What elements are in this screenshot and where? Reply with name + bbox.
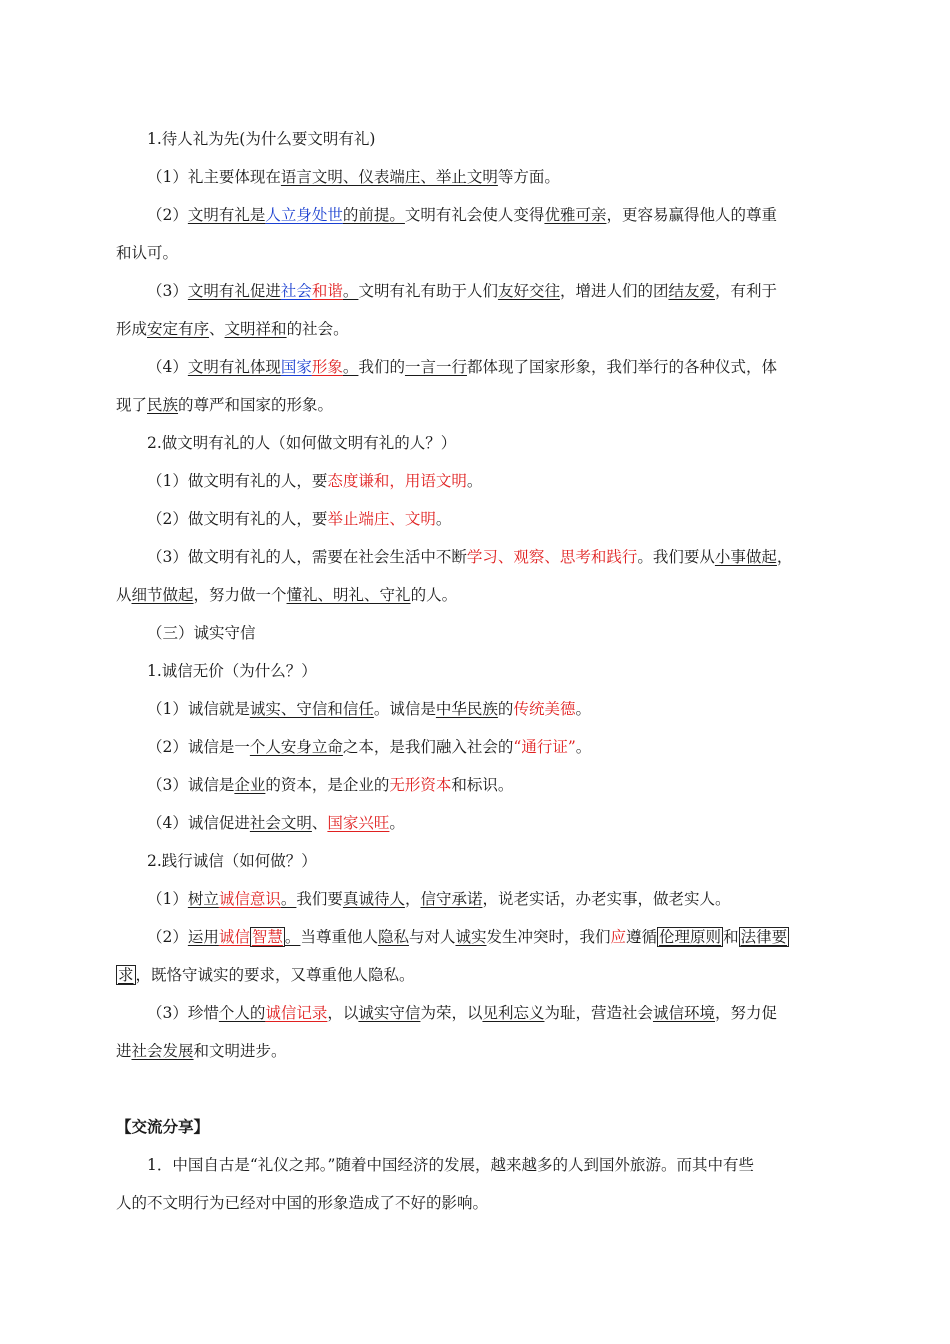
heading-be-courteous: 2.做文明有礼的人（如何做文明有礼的人？） [147,434,457,452]
paragraph-1-2-cont: 和认可。 [116,244,179,262]
paragraph-1-4-cont: 现了民族的尊严和国家的形象。 [116,396,334,414]
paragraph-1-3-cont: 形成安定有序、文明祥和的社会。 [116,320,349,338]
paragraph-2-2: （2）做文明有礼的人，要举止端庄、文明。 [147,510,452,528]
paragraph-share-1: 1．中国自古是“礼仪之邦。”随着中国经济的发展，越来越多的人到国外旅游。而其中有些 [147,1156,754,1174]
paragraph-4-3: （3）珍惜个人的诚信记录，以诚实守信为荣，以见利忘义为耻，营造社会诚信环境，努力促 [147,1004,778,1022]
paragraph-4-2: （2）运用诚信 智慧 。当尊重他人隐私与对人诚实发生冲突时，我们应遵循 伦理原则 和 法律要 [147,928,788,946]
paragraph-4-3-cont: 进社会发展和文明进步。 [116,1042,287,1060]
paragraph-1-2: （2）文明有礼是人立身处世的前提。文明有礼会使人变得优雅可亲，更容易赢得他人的尊重 [147,206,777,224]
paragraph-3-4: （4）诚信促进社会文明、国家兴旺。 [147,814,405,832]
paragraph-1-1: （1）礼主要体现在语言文明、仪表端庄、举止文明等方面。 [147,168,560,186]
heading-integrity-priceless: 1.诚信无价（为什么？） [147,662,317,680]
paragraph-1-4: （4）文明有礼体现国家形象。我们的一言一行都体现了国家形象，我们举行的各种仪式，体 [147,358,777,376]
paragraph-share-1-cont: 人的不文明行为已经对中国的形象造成了不好的影响。 [116,1194,489,1212]
paragraph-1-3: （3）文明有礼促进社会和谐。文明有礼有助于人们友好交往，增进人们的团结友爱，有利于 [147,282,778,300]
paragraph-3-2: （2）诚信是一个人安身立命之本，是我们融入社会的“通行证”。 [147,738,592,756]
document-body [116,120,838,1222]
paragraph-3-1: （1）诚信就是诚实、守信和信任。诚信是中华民族的传统美德。 [147,700,591,718]
heading-practice-integrity: 2.践行诚信（如何做？） [147,852,317,870]
paragraph-2-3: （3）做文明有礼的人，需要在社会生活中不断学习、观察、思考和践行。我们要从小事做起， [147,548,793,566]
paragraph-4-1: （1）树立诚信意识。我们要真诚待人，信守承诺，说老实话，办老实事，做老实人。 [147,890,731,908]
paragraph-3-3: （3）诚信是企业的资本，是企业的无形资本和标识。 [147,776,514,794]
section-heading-exchange-share: 【交流分享】 [116,1117,210,1136]
paragraph-4-2-cont: 求 ，既恪守诚实的要求，又尊重他人隐私。 [118,966,415,984]
section-spacer [116,1070,838,1108]
paragraph-2-3-cont: 从细节做起，努力做一个懂礼、明礼、守礼的人。 [116,586,458,604]
section-heading-honesty: （三）诚实守信 [147,624,256,642]
paragraph-2-1: （1）做文明有礼的人，要态度谦和，用语文明。 [147,472,483,490]
heading-courtesy-first: 1.待人礼为先(为什么要文明有礼) [147,130,376,148]
